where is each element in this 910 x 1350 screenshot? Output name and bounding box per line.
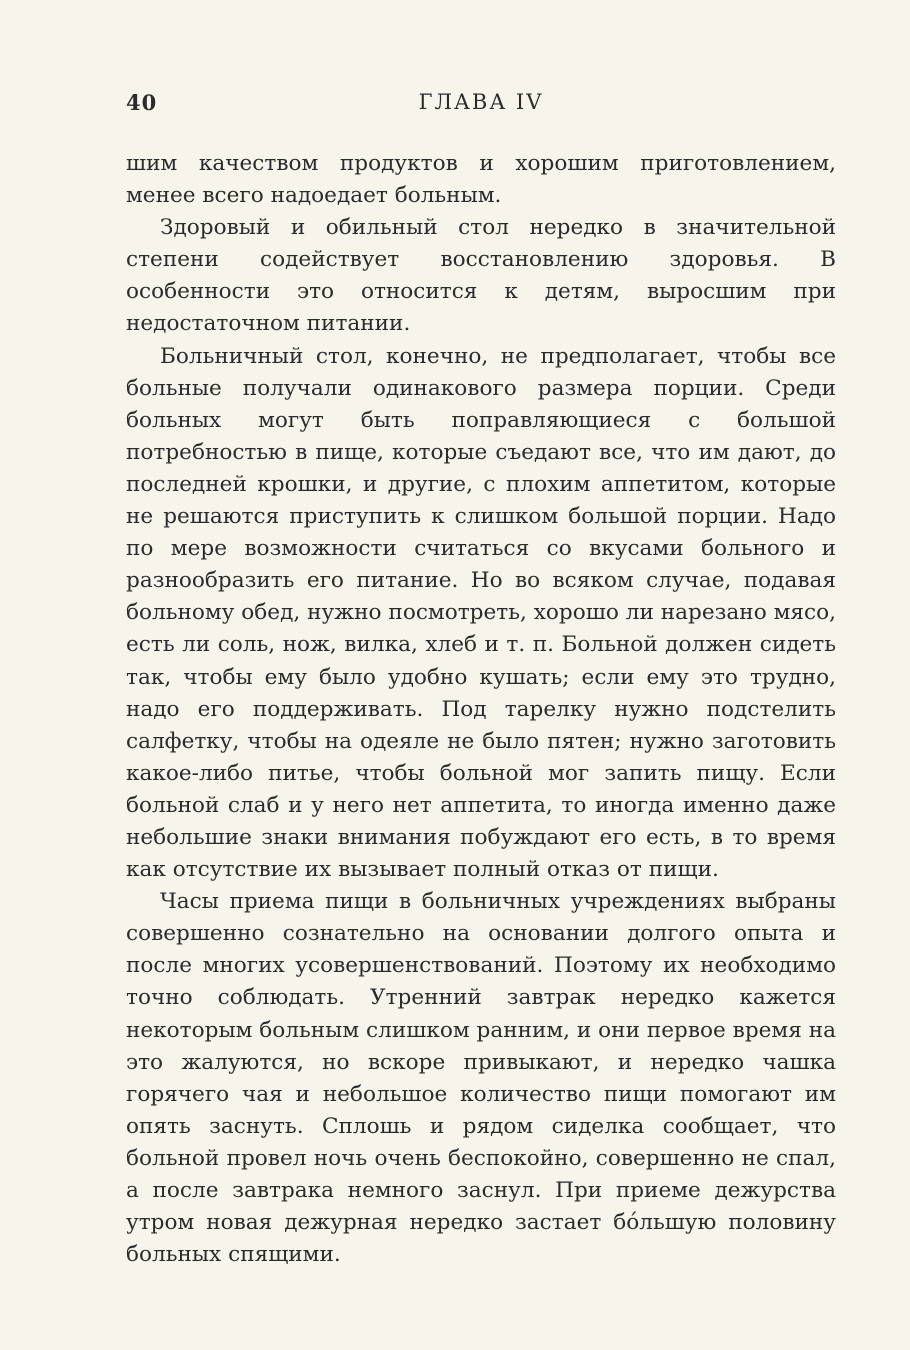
paragraph: шим качеством продуктов и хорошим приготовлением, менее всего надоедает больным. bbox=[126, 151, 836, 209]
book-page bbox=[126, 82, 836, 1271]
running-title: ГЛАВА IV bbox=[418, 90, 544, 114]
paragraph: Больничный стол, конечно, не предполагает, чтобы все больные получали одинакового размера порции. Среди больных могут быть поправляющиеся с большой потребностью в пище, которые съедают все, что им дают, до последней крошки, и другие, с плохим аппетитом, которые не решаются приступить к слишком большой порции. Надо по мере возможности считаться со вкусами больного и разнообразить его питание. Но во всяком случае, подавая больному обед, нужно посмотреть, хорошо ли нарезано мясо, есть ли соль, нож, вилка, хлеб и т. п. Больной должен сидеть так, чтобы ему было удобно кушать; если ему это трудно, надо его поддерживать. Под тарелку нужно подстелить салфетку, чтобы на одеяле не было пятен; нужно заготовить какое-либо питье, чтобы больной мог запить пищу. Если больной слаб и у него нет аппетита, то иногда именно даже небольшие знаки внимания побуждают его есть, в то время как отсутствие их вызывает полный отказ от пищи. bbox=[126, 343, 836, 883]
page-number: 40 bbox=[126, 90, 158, 115]
paragraph: Часы приема пищи в больничных учреждениях выбраны совершенно сознательно на основании долгого опыта и после многих усовершенствований. Поэтому их необходимо точно соблюдать. Утренний завтрак нередко кажется некоторым больным слишком ранним, и они первое время на это жалуются, но вскоре привыкают, и нередко чашка горячего чая и небольшое количество пищи помогают им опять заснуть. Сплошь и рядом сиделка сообщает, что больной провел ночь очень беспокойно, совершенно не спал, а после завтрака немного заснул. При приеме дежурства утром новая дежурная нередко застает бо́льшую половину больных спящими. bbox=[126, 889, 836, 1268]
body-text bbox=[126, 148, 836, 1271]
page-header bbox=[126, 82, 836, 122]
paragraph: Здоровый и обильный стол нередко в значительной степени содействует восстановлению здоровья. В особенности это относится к детям, выросшим при недостаточном питании. bbox=[126, 215, 836, 337]
